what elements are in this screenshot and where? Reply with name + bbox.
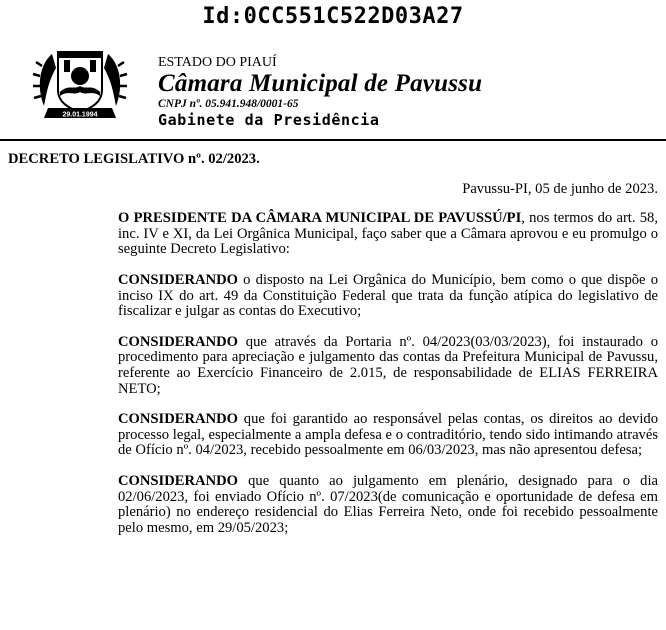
office-name: Gabinete da Presidência — [158, 111, 380, 129]
considerando-label: CONSIDERANDO — [118, 271, 239, 288]
considerando-label: CONSIDERANDO — [118, 333, 239, 350]
header-divider — [0, 139, 666, 141]
intro-text: , nos termos do art. 58, inc. IV e XI, da Lei Orgânica Municipal, faço saber que a Câmara aprovou e eu promulgo o seguinte Decreto Legislativo: — [118, 210, 658, 258]
considerando-paragraph — [8, 412, 658, 459]
intro-lead: O PRESIDENTE DA CÂMARA MUNICIPAL DE PAVUSSÚ/PI — [118, 210, 522, 227]
considerando-text: o disposto na Lei Orgânica do Município, bem como o que dispõe o inciso IX do art. 49 da Constituição Federal que trata da função atípica do legislativo de fiscalizar e julgar as contas do Executivo; — [118, 271, 658, 320]
considerando-label: CONSIDERANDO — [118, 472, 239, 489]
letterhead — [158, 55, 482, 129]
document-body — [8, 152, 658, 536]
considerando-paragraph — [8, 474, 658, 536]
chamber-name: Câmara Municipal de Pavussu — [158, 70, 483, 97]
date-line: Pavussu-PI, 05 de junho de 2023. — [462, 180, 658, 197]
document-id: Id:0CC551C522D03A27 — [202, 4, 464, 29]
considerando-label: CONSIDERANDO — [118, 411, 239, 428]
considerando-text: que através da Portaria nº. 04/2023(03/03/2023), foi instaurado o procedimento para apreciação e julgamento das contas da Prefeitura Municipal de Pavussu, referente ao Exercício Financeiro de 2.015, de responsabilidade de ELIAS FERREIRA NETO; — [118, 333, 658, 397]
considerando-text: que quanto ao julgamento em plenário, designado para o dia 02/06/2023, foi enviado Ofício nº. 07/2023(de comunicação e oportunidade de defesa em plenário) no endereço residencial do Elias Ferreira Neto, onde foi recebido pessoalmente pelo mesmo, em 29/05/2023; — [118, 472, 658, 536]
document-title: DECRETO LEGISLATIVO nº. 02/2023. — [8, 151, 260, 167]
considerando-paragraph — [8, 273, 658, 320]
logo-date: 29.01.1994 — [62, 111, 98, 119]
considerando-paragraph — [8, 335, 658, 397]
considerando-text: que foi garantido ao responsável pelas contas, os direitos ao devido processo legal, especialmente a ampla defesa e o contraditório, tendo sido intimando através de Ofício nº. 04/2023, recebido pessoalmente em 06/03/2023, mas não apresentou defesa; — [118, 411, 658, 459]
cnpj: CNPJ nº. 05.941.948/0001-65 — [158, 98, 299, 110]
municipal-coat-of-arms-icon — [30, 46, 130, 122]
state-name: ESTADO DO PIAUÍ — [158, 55, 277, 70]
intro-paragraph — [8, 211, 658, 258]
